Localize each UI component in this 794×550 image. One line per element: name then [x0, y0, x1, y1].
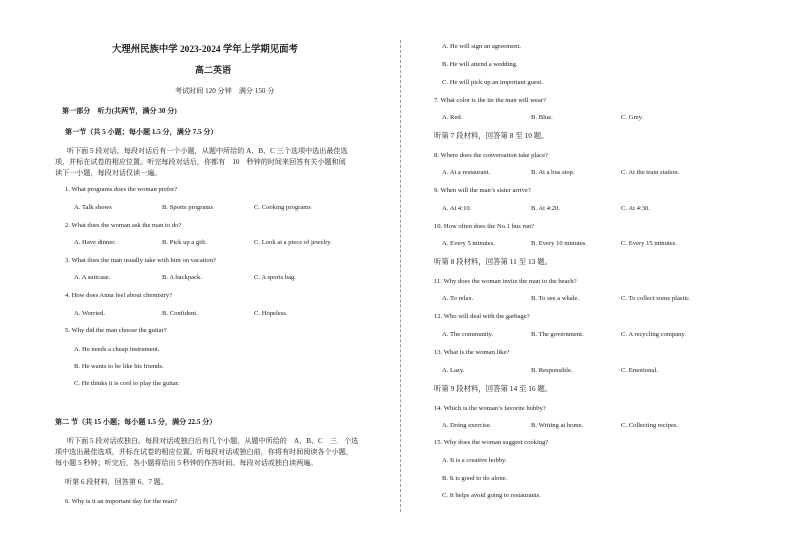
q12-option-a: A. The community. — [442, 331, 494, 338]
q11-option-b: B. To see a whale. — [531, 295, 580, 302]
question-15: 15. Why does the woman suggest cooking? — [434, 439, 549, 446]
q6-option-b: B. He will attend a wedding. — [442, 61, 518, 68]
exam-info: 考试时间 120 分钟 满分 150 分 — [175, 87, 275, 95]
q2-option-a: A. Have dinner. — [74, 239, 116, 246]
q7-option-c: C. Grey. — [621, 114, 644, 121]
q12-option-b: B. The government. — [531, 331, 584, 338]
q5-option-b: B. He wants to be like his friends. — [74, 363, 164, 370]
q15-option-c: C. It helps avoid going to restaurants. — [442, 492, 541, 499]
q5-option-c: C. He thinks it is cool to play the guitar. — [74, 380, 180, 387]
question-2: 2. What does the woman ask the man to do? — [65, 222, 182, 229]
q10-option-b: B. Every 10 minutes. — [531, 240, 587, 247]
section2-instruction-line1: 听下面 5 段对话或独白。每段对话或独白后有几个小题，从题中所给的 A、B、C 三 个选 — [67, 437, 359, 445]
section2-instruction-line3: 每小题 5 秒钟；听完后，各小题将给出 5 秒钟的作答时间。每段对话或独白读两遍。 — [55, 459, 318, 467]
question-11: 11. Why does the woman invite the man to the beach? — [434, 278, 577, 285]
section1-instruction-line2: 项，并标在试卷的相应位置。听完每段对话后，你都有 10 秒钟的时间来回答有关小题和阅 — [55, 158, 346, 166]
q14-option-a: A. Doing exercise. — [442, 422, 492, 429]
section1-instruction-line3: 读下一小题，每段对话仅读一遍。 — [55, 169, 162, 177]
exam-title: 大理州民族中学 2023-2024 学年上学期见面考 — [112, 45, 298, 55]
q5-option-a: A. He needs a cheap instrument. — [74, 346, 160, 353]
q7-option-a: A. Red. — [442, 114, 463, 121]
question-4: 4. How does Anna feel about chemistry? — [65, 292, 173, 299]
q10-option-a: A. Every 5 minutes. — [442, 240, 495, 247]
q2-option-b: B. Pick up a gift. — [162, 239, 207, 246]
q4-option-c: C. Hopeless. — [254, 310, 288, 317]
q14-option-b: B. Writing at home. — [531, 422, 584, 429]
q13-option-b: B. Responsible. — [531, 367, 573, 374]
q4-option-a: A. Worried. — [74, 310, 106, 317]
material-8-note: 听第 8 段材料，回答第 11 至 13 题。 — [434, 257, 552, 266]
question-12: 12. Who will deal with the garbage? — [434, 313, 530, 320]
q14-option-c: C. Collecting recipes. — [621, 422, 679, 429]
column-divider — [400, 40, 401, 512]
part1-heading: 第一部分 听力(共两节，满分 30 分) — [62, 107, 177, 115]
q13-option-c: C. Emotional. — [621, 367, 658, 374]
q1-option-c: C. Cooking programs — [254, 204, 311, 211]
q10-option-c: C. Every 15 minutes. — [621, 240, 677, 247]
q6-option-a: A. He will sign an agreement. — [442, 43, 521, 50]
question-1: 1. What programs does the woman prefer? — [65, 186, 178, 193]
question-6: 6. Why is it an important day for the man? — [65, 498, 177, 505]
section1-heading: 第一节（共 5 小题；每小题 1.5 分，满分 7.5 分） — [65, 128, 218, 136]
q7-option-b: B. Blue. — [531, 114, 553, 121]
q1-option-b: B. Sports programs — [162, 204, 214, 211]
exam-subject: 高二英语 — [195, 65, 232, 75]
q9-option-a: A. At 4:10. — [442, 205, 472, 212]
q15-option-a: A. It is a creative hobby. — [442, 457, 507, 464]
question-3: 3. What does the man usually take with him on vacation? — [65, 257, 216, 264]
q9-option-c: C. At 4:30. — [621, 205, 650, 212]
question-8: 8. Where does the conversation take place? — [434, 152, 548, 159]
q11-option-c: C. To collect some plastic. — [621, 295, 691, 302]
q13-option-a: A. Lazy. — [442, 367, 465, 374]
q8-option-b: B. At a bus stop. — [531, 169, 575, 176]
q8-option-a: A. At a restaurant. — [442, 169, 491, 176]
material-6-note: 听第 6 段材料，回答第 6、7 题。 — [65, 478, 168, 486]
q6-option-c: C. He will pick up an important guest. — [442, 79, 543, 86]
q11-option-a: A. To relax. — [442, 295, 474, 302]
q3-option-a: A. A suitcase. — [74, 274, 111, 281]
question-5: 5. Why did the man choose the guitar? — [65, 327, 167, 334]
q1-option-a: A. Talk shows — [74, 204, 112, 211]
question-13: 13. What is the woman like? — [434, 349, 510, 356]
material-9-note: 听第 9 段材料，回答第 14 至 16 题。 — [434, 384, 553, 393]
section2-instruction-line2: 项中选出最佳选项，并标在试卷的相应位置。听每段对话或独白前，你将有时间阅读各个小题， — [55, 448, 353, 456]
q15-option-b: B. It is good to do alone. — [442, 475, 508, 482]
q8-option-c: C. At the train station. — [621, 169, 680, 176]
section2-heading: 第二 节（共 15 小题；每小题 1.5 分，满分 22.5 分） — [55, 418, 217, 426]
question-14: 14. Which is the woman’s favorite hobby? — [434, 405, 546, 412]
question-9: 9. When will the man’s sister arrive? — [434, 187, 531, 194]
q2-option-c: C. Look at a piece of jewelry. — [254, 239, 332, 246]
q12-option-c: C. A recycling company. — [621, 331, 686, 338]
question-7: 7. What color is the tie the man will wear? — [434, 97, 546, 104]
material-7-note: 听第 7 段材料，回答第 8 至 10 题。 — [434, 131, 549, 140]
section1-instruction-line1: 听下面 5 段对话。每段对话后有一个小题，从题中所给的 A、B、C 三个选项中选出最佳选 — [67, 147, 348, 155]
q4-option-b: B. Confident. — [162, 310, 198, 317]
q9-option-b: B. At 4:20. — [531, 205, 560, 212]
question-10: 10. How often does the No.1 bus run? — [434, 223, 535, 230]
q3-option-c: C. A sports bag. — [254, 274, 296, 281]
q3-option-b: B. A backpack. — [162, 274, 202, 281]
